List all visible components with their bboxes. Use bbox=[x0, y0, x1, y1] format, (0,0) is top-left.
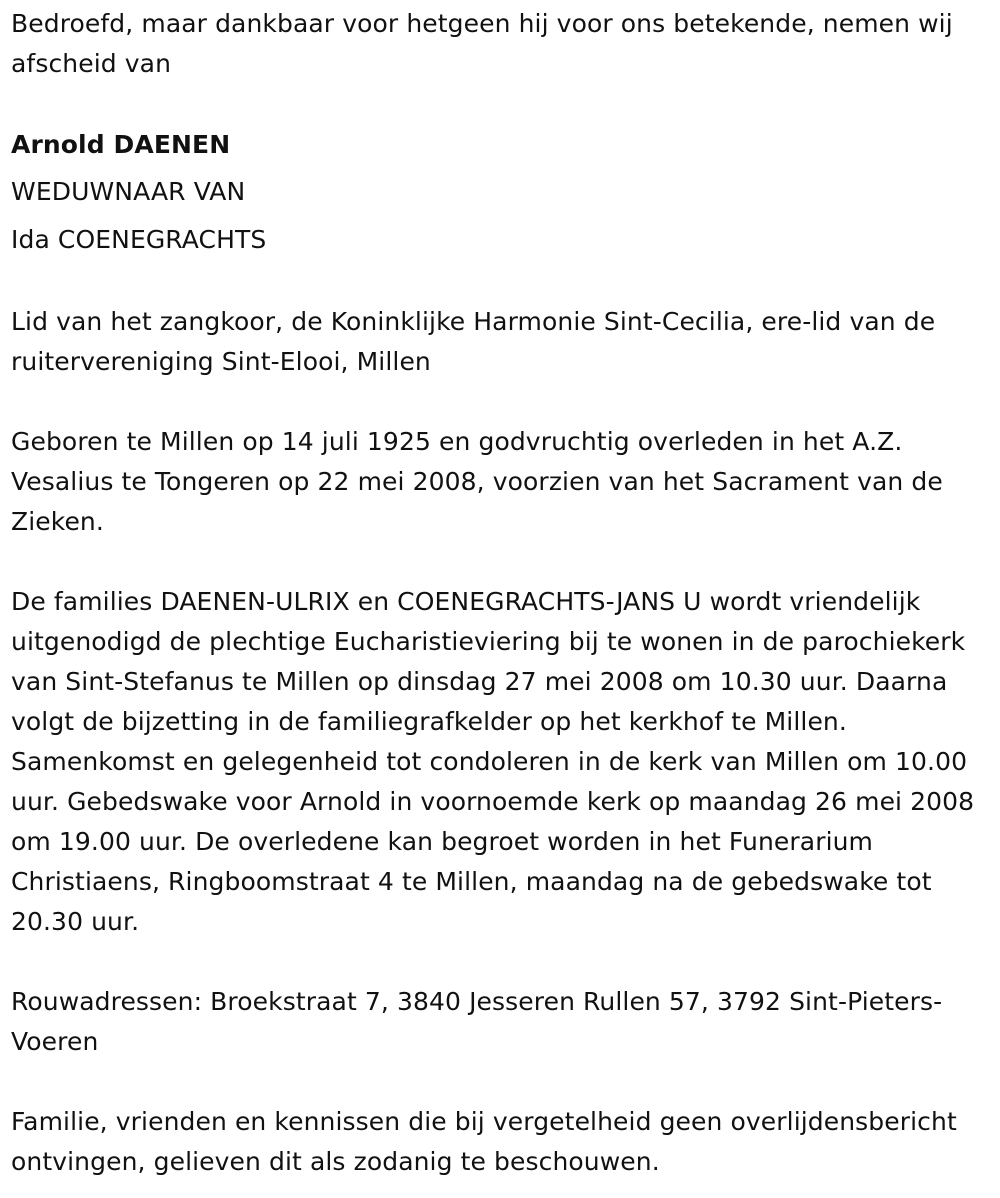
birth-death-text: Geboren te Millen op 14 juli 1925 en godvruchtig overleden in het A.Z. Vesalius te Tongeren op 22 mei 2008, voorzien van het Sacrament van de Zieken. bbox=[11, 427, 943, 536]
ceremony-text: De families DAENEN-ULRIX en COENEGRACHTS-JANS U wordt vriendelijk uitgenodigd de plechtige Eucharistieviering bij te wonen in de parochiekerk van Sint-Stefanus te Millen op dinsdag 27 mei 2008 om 10.30 uur. Daarna volgt de bijzetting in de familiegrafkelder op het kerkhof te Millen. Samenkomst en gelegenheid tot condoleren in de kerk van Millen om 10.00 uur. Gebedswake voor Arnold in voornoemde kerk op maandag 26 mei 2008 om 19.00 uur. De overledene kan begroet worden in het Funerarium Christiaens, Ringboomstraat 4 te Millen, maandag na de gebedswake tot 20.30 uur. bbox=[11, 587, 975, 936]
obituary-text bbox=[11, 4, 993, 1182]
relation-text: WEDUWNAAR VAN bbox=[11, 177, 246, 206]
closing-text: Familie, vrienden en kennissen die bij vergetelheid geen overlijdensbericht ontvingen, gelieven dit als zodanig te beschouwen. bbox=[11, 1107, 957, 1176]
spouse-name: Ida COENEGRACHTS bbox=[11, 225, 267, 254]
addresses-text: Rouwadressen: Broekstraat 7, 3840 Jesseren Rullen 57, 3792 Sint-Pieters-Voeren bbox=[11, 987, 943, 1056]
intro-text: Bedroefd, maar dankbaar voor hetgeen hij voor ons betekende, nemen wij afscheid van bbox=[11, 9, 953, 78]
deceased-name: Arnold DAENEN bbox=[11, 130, 231, 159]
membership-text: Lid van het zangkoor, de Koninklijke Harmonie Sint-Cecilia, ere-lid van de ruitervereniging Sint-Elooi, Millen bbox=[11, 307, 936, 376]
